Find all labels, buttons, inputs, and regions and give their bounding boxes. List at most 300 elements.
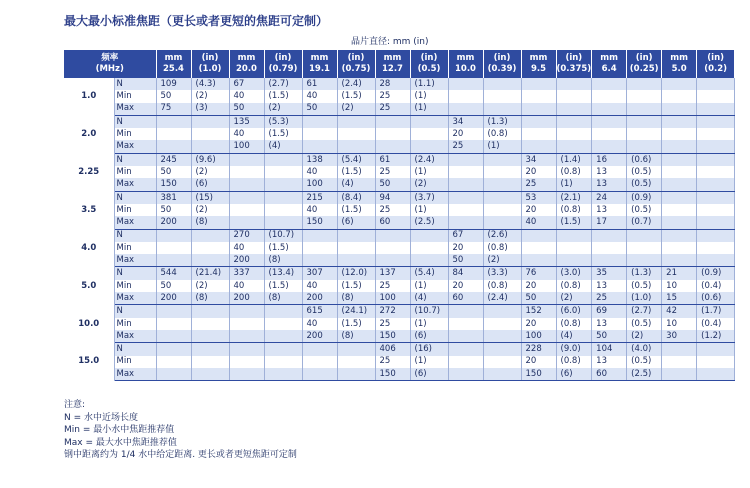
table-cell: 13 bbox=[592, 166, 627, 178]
table-cell: (5.3) bbox=[264, 115, 302, 128]
table-cell: (6) bbox=[337, 216, 375, 229]
table-cell: 34 bbox=[521, 153, 556, 166]
table-cell bbox=[302, 128, 337, 140]
frequency-cell: 15.0 bbox=[64, 343, 114, 381]
row-label: Min bbox=[114, 128, 156, 140]
table-cell: (1.5) bbox=[337, 166, 375, 178]
table-cell: 67 bbox=[448, 229, 483, 242]
table-cell bbox=[483, 343, 521, 356]
table-cell bbox=[448, 343, 483, 356]
table-cell: 40 bbox=[229, 90, 264, 102]
column-header bbox=[302, 50, 337, 78]
table-cell: 69 bbox=[592, 305, 627, 318]
table-cell: (0.8) bbox=[556, 280, 592, 292]
table-cell: 100 bbox=[375, 292, 410, 305]
table-cell bbox=[337, 128, 375, 140]
table-cell bbox=[191, 254, 229, 267]
table-cell bbox=[521, 140, 556, 153]
row-label: Min bbox=[114, 204, 156, 216]
table-cell bbox=[264, 368, 302, 381]
table-cell bbox=[264, 216, 302, 229]
page-title: 最大最小标准焦距（更长或者更短的焦距可定制） bbox=[64, 14, 329, 28]
table-cell: (6) bbox=[410, 330, 448, 343]
table-cell bbox=[592, 128, 627, 140]
table-cell: 94 bbox=[375, 191, 410, 204]
table-cell bbox=[556, 115, 592, 128]
table-cell: (2) bbox=[337, 103, 375, 116]
table-cell: (0.6) bbox=[697, 292, 735, 305]
column-header-unit: mm bbox=[237, 53, 256, 63]
table-cell: 60 bbox=[375, 216, 410, 229]
table-cell: (4.0) bbox=[627, 343, 662, 356]
table-cell: (6.0) bbox=[556, 305, 592, 318]
table-row bbox=[64, 254, 735, 267]
table-cell bbox=[521, 128, 556, 140]
table-cell: (0.9) bbox=[697, 267, 735, 280]
table-cell: 150 bbox=[375, 330, 410, 343]
table-cell: 307 bbox=[302, 267, 337, 280]
table-cell bbox=[337, 115, 375, 128]
table-cell bbox=[410, 254, 448, 267]
table-cell bbox=[229, 216, 264, 229]
table-cell bbox=[375, 229, 410, 242]
table-cell bbox=[662, 178, 697, 191]
table-cell bbox=[337, 140, 375, 153]
table-cell: 40 bbox=[229, 128, 264, 140]
table-cell bbox=[521, 78, 556, 90]
table-cell: 60 bbox=[448, 292, 483, 305]
table-cell: 25 bbox=[375, 280, 410, 292]
table-cell: (1) bbox=[410, 204, 448, 216]
table-cell bbox=[483, 153, 521, 166]
table-cell: 100 bbox=[302, 178, 337, 191]
table-cell: (3.0) bbox=[556, 267, 592, 280]
table-cell bbox=[448, 216, 483, 229]
column-header-unit: mm bbox=[383, 53, 402, 63]
table-row bbox=[64, 267, 735, 280]
table-cell: 135 bbox=[229, 115, 264, 128]
table-header-row bbox=[64, 50, 735, 78]
table-cell: (1.5) bbox=[337, 318, 375, 330]
table-cell bbox=[483, 330, 521, 343]
column-header-value: (0.25) bbox=[629, 64, 659, 74]
table-cell: 50 bbox=[156, 280, 191, 292]
column-header bbox=[156, 50, 191, 78]
row-label: N bbox=[114, 229, 156, 242]
table-row bbox=[64, 216, 735, 229]
table-cell: (2) bbox=[191, 166, 229, 178]
table-row bbox=[64, 356, 735, 368]
table-cell bbox=[697, 343, 735, 356]
table-cell: (0.6) bbox=[627, 153, 662, 166]
table-cell: 30 bbox=[662, 330, 697, 343]
column-header-value: 10.0 bbox=[455, 64, 476, 74]
table-cell: (2.7) bbox=[264, 78, 302, 90]
table-cell bbox=[302, 368, 337, 381]
table-cell: 50 bbox=[448, 254, 483, 267]
table-cell: 150 bbox=[302, 216, 337, 229]
table-cell: 544 bbox=[156, 267, 191, 280]
table-cell: (0.5) bbox=[627, 318, 662, 330]
column-header-value: (0.79) bbox=[268, 64, 298, 74]
table-cell: (0.4) bbox=[697, 318, 735, 330]
table-cell: (4) bbox=[556, 330, 592, 343]
table-cell bbox=[627, 103, 662, 116]
row-label: Min bbox=[114, 280, 156, 292]
table-cell: 20 bbox=[448, 242, 483, 254]
table-cell: 13 bbox=[592, 318, 627, 330]
table-row bbox=[64, 292, 735, 305]
table-cell: 337 bbox=[229, 267, 264, 280]
table-cell bbox=[627, 229, 662, 242]
table-cell bbox=[521, 229, 556, 242]
row-label: N bbox=[114, 191, 156, 204]
column-header bbox=[697, 50, 735, 78]
table-cell bbox=[191, 242, 229, 254]
table-cell: 50 bbox=[521, 292, 556, 305]
table-cell: (0.8) bbox=[556, 356, 592, 368]
table-cell: 25 bbox=[375, 318, 410, 330]
table-cell bbox=[627, 78, 662, 90]
table-cell bbox=[662, 242, 697, 254]
table-cell bbox=[264, 356, 302, 368]
table-cell: 20 bbox=[521, 166, 556, 178]
table-cell: 34 bbox=[448, 115, 483, 128]
column-header bbox=[521, 50, 556, 78]
table-cell: (24.1) bbox=[337, 305, 375, 318]
table-cell bbox=[191, 305, 229, 318]
table-cell bbox=[229, 330, 264, 343]
table-cell: (8) bbox=[191, 292, 229, 305]
table-cell: 40 bbox=[302, 204, 337, 216]
table-cell bbox=[483, 166, 521, 178]
table-cell: (0.8) bbox=[556, 166, 592, 178]
table-cell: (0.5) bbox=[627, 166, 662, 178]
table-cell: (1.5) bbox=[337, 204, 375, 216]
table-cell bbox=[156, 305, 191, 318]
table-cell: (10.7) bbox=[264, 229, 302, 242]
table-cell bbox=[662, 191, 697, 204]
table-cell: (1) bbox=[410, 356, 448, 368]
table-cell: (1.5) bbox=[264, 280, 302, 292]
table-cell bbox=[448, 191, 483, 204]
table-cell bbox=[662, 356, 697, 368]
frequency-cell: 1.0 bbox=[64, 78, 114, 115]
table-cell: 40 bbox=[521, 216, 556, 229]
table-cell bbox=[483, 216, 521, 229]
table-cell bbox=[302, 140, 337, 153]
table-cell: 60 bbox=[592, 368, 627, 381]
table-cell bbox=[592, 254, 627, 267]
table-cell bbox=[264, 330, 302, 343]
row-label: Max bbox=[114, 292, 156, 305]
table-row bbox=[64, 343, 735, 356]
row-label: Max bbox=[114, 140, 156, 153]
table-cell bbox=[697, 115, 735, 128]
table-cell: (0.4) bbox=[697, 280, 735, 292]
table-cell bbox=[592, 103, 627, 116]
table-row bbox=[64, 242, 735, 254]
table-cell: (2.6) bbox=[483, 229, 521, 242]
table-cell bbox=[483, 368, 521, 381]
table-cell bbox=[375, 242, 410, 254]
note-line: 注意: bbox=[64, 400, 86, 410]
table-row bbox=[64, 280, 735, 292]
table-cell bbox=[264, 318, 302, 330]
table-row bbox=[64, 178, 735, 191]
table-cell: 13 bbox=[592, 178, 627, 191]
table-cell bbox=[448, 166, 483, 178]
table-cell bbox=[556, 78, 592, 90]
table-cell: 25 bbox=[448, 140, 483, 153]
table-cell: (2.4) bbox=[483, 292, 521, 305]
table-cell bbox=[521, 115, 556, 128]
table-cell bbox=[264, 191, 302, 204]
table-cell: 150 bbox=[156, 178, 191, 191]
table-row bbox=[64, 128, 735, 140]
column-header-unit: 频率 bbox=[101, 53, 119, 63]
table-cell: (0.8) bbox=[483, 128, 521, 140]
frequency-header bbox=[64, 50, 156, 78]
table-cell bbox=[592, 242, 627, 254]
table-cell: 20 bbox=[521, 204, 556, 216]
table-cell bbox=[191, 318, 229, 330]
table-cell: (4.3) bbox=[191, 78, 229, 90]
table-cell: (1) bbox=[410, 318, 448, 330]
table-cell bbox=[483, 78, 521, 90]
table-cell bbox=[592, 140, 627, 153]
table-cell bbox=[156, 356, 191, 368]
table-cell bbox=[191, 343, 229, 356]
table-row bbox=[64, 229, 735, 242]
table-cell: 381 bbox=[156, 191, 191, 204]
table-cell: 109 bbox=[156, 78, 191, 90]
table-cell bbox=[483, 356, 521, 368]
table-cell: (0.5) bbox=[627, 356, 662, 368]
table-cell bbox=[229, 305, 264, 318]
table-cell bbox=[229, 153, 264, 166]
table-cell bbox=[410, 128, 448, 140]
table-cell bbox=[448, 356, 483, 368]
table-cell: (0.8) bbox=[483, 242, 521, 254]
table-cell: 25 bbox=[375, 90, 410, 102]
note-line: 钢中距离约为 1/4 水中给定距离. 更长或者更短焦距可定制 bbox=[64, 450, 297, 460]
table-cell: (6) bbox=[556, 368, 592, 381]
table-cell: (16) bbox=[410, 343, 448, 356]
table-cell bbox=[627, 254, 662, 267]
table-cell bbox=[697, 140, 735, 153]
column-header-unit: mm bbox=[600, 53, 619, 63]
column-header-unit: mm bbox=[456, 53, 475, 63]
table-cell: (8) bbox=[191, 216, 229, 229]
frequency-cell: 2.0 bbox=[64, 115, 114, 153]
table-cell: 100 bbox=[229, 140, 264, 153]
table-cell: 50 bbox=[156, 204, 191, 216]
column-header-value: (0.375) bbox=[556, 64, 592, 74]
table-cell: 50 bbox=[156, 90, 191, 102]
focal-length-table bbox=[64, 50, 735, 381]
table-row bbox=[64, 166, 735, 178]
table-cell: 17 bbox=[592, 216, 627, 229]
table-cell: 137 bbox=[375, 267, 410, 280]
column-header-unit: (in) bbox=[420, 53, 438, 63]
column-header-value: (0.75) bbox=[341, 64, 371, 74]
column-header-unit: (in) bbox=[201, 53, 219, 63]
table-cell bbox=[229, 368, 264, 381]
frequency-cell: 10.0 bbox=[64, 305, 114, 343]
table-cell bbox=[483, 90, 521, 102]
table-cell bbox=[448, 368, 483, 381]
table-cell bbox=[592, 229, 627, 242]
column-header-unit: mm bbox=[310, 53, 329, 63]
row-label: N bbox=[114, 115, 156, 128]
table-cell: 50 bbox=[375, 178, 410, 191]
table-row bbox=[64, 305, 735, 318]
table-cell bbox=[264, 343, 302, 356]
table-cell: (2) bbox=[191, 90, 229, 102]
table-cell bbox=[264, 204, 302, 216]
column-header-value: 20.0 bbox=[236, 64, 257, 74]
table-cell: 10 bbox=[662, 318, 697, 330]
table-cell: (2.4) bbox=[337, 78, 375, 90]
table-cell bbox=[697, 368, 735, 381]
table-cell: (12.0) bbox=[337, 267, 375, 280]
table-cell bbox=[556, 254, 592, 267]
table-cell bbox=[229, 191, 264, 204]
table-cell bbox=[375, 140, 410, 153]
table-cell: (8) bbox=[337, 292, 375, 305]
table-cell: 42 bbox=[662, 305, 697, 318]
column-header bbox=[410, 50, 448, 78]
table-cell: 10 bbox=[662, 280, 697, 292]
table-cell: 25 bbox=[375, 166, 410, 178]
table-cell: (4) bbox=[264, 140, 302, 153]
table-cell: (4) bbox=[337, 178, 375, 191]
table-cell: (1.0) bbox=[627, 292, 662, 305]
table-cell bbox=[156, 330, 191, 343]
table-cell: 61 bbox=[302, 78, 337, 90]
row-label: N bbox=[114, 267, 156, 280]
table-cell bbox=[521, 103, 556, 116]
table-cell: (2) bbox=[410, 178, 448, 191]
table-cell: 25 bbox=[521, 178, 556, 191]
table-cell bbox=[556, 128, 592, 140]
column-header bbox=[448, 50, 483, 78]
table-cell: 406 bbox=[375, 343, 410, 356]
table-cell: 200 bbox=[156, 216, 191, 229]
table-cell: (2) bbox=[627, 330, 662, 343]
table-cell bbox=[156, 140, 191, 153]
row-label: N bbox=[114, 343, 156, 356]
table-cell: 228 bbox=[521, 343, 556, 356]
table-cell: (0.8) bbox=[483, 280, 521, 292]
table-cell: 40 bbox=[302, 318, 337, 330]
table-row bbox=[64, 103, 735, 116]
table-cell bbox=[627, 128, 662, 140]
table-cell bbox=[662, 204, 697, 216]
table-cell bbox=[448, 78, 483, 90]
table-cell bbox=[410, 242, 448, 254]
table-cell bbox=[337, 356, 375, 368]
column-header bbox=[627, 50, 662, 78]
table-cell bbox=[697, 204, 735, 216]
column-header-unit: mm bbox=[164, 53, 183, 63]
table-cell: 13 bbox=[592, 356, 627, 368]
table-cell bbox=[375, 128, 410, 140]
table-cell: 24 bbox=[592, 191, 627, 204]
table-cell bbox=[592, 90, 627, 102]
table-cell: (6) bbox=[191, 178, 229, 191]
column-header-value: (0.39) bbox=[487, 64, 517, 74]
table-cell bbox=[662, 166, 697, 178]
table-cell: 67 bbox=[229, 78, 264, 90]
row-label: Min bbox=[114, 242, 156, 254]
row-label: N bbox=[114, 153, 156, 166]
table-cell bbox=[627, 242, 662, 254]
table-cell bbox=[448, 90, 483, 102]
table-cell bbox=[627, 115, 662, 128]
table-cell: 20 bbox=[521, 356, 556, 368]
table-cell: 270 bbox=[229, 229, 264, 242]
table-cell bbox=[191, 330, 229, 343]
table-cell: (1.5) bbox=[264, 242, 302, 254]
note-line: Min = 最小水中焦距推荐值 bbox=[64, 425, 175, 435]
table-cell: 200 bbox=[302, 292, 337, 305]
table-cell bbox=[375, 115, 410, 128]
table-row bbox=[64, 191, 735, 204]
table-cell: (2.5) bbox=[410, 216, 448, 229]
table-cell bbox=[521, 242, 556, 254]
table-cell: (21.4) bbox=[191, 267, 229, 280]
table-cell: 20 bbox=[448, 280, 483, 292]
notes bbox=[64, 399, 297, 462]
column-header bbox=[264, 50, 302, 78]
table-cell bbox=[627, 90, 662, 102]
table-cell bbox=[556, 90, 592, 102]
table-cell: (2.1) bbox=[556, 191, 592, 204]
table-cell: 150 bbox=[521, 368, 556, 381]
table-cell bbox=[448, 103, 483, 116]
table-cell: (6) bbox=[410, 368, 448, 381]
table-cell: (1.5) bbox=[337, 280, 375, 292]
table-cell bbox=[448, 305, 483, 318]
table-cell: (2.7) bbox=[627, 305, 662, 318]
row-label: Max bbox=[114, 368, 156, 381]
table-cell bbox=[483, 178, 521, 191]
table-cell bbox=[697, 90, 735, 102]
table-cell bbox=[662, 78, 697, 90]
table-cell: 13 bbox=[592, 280, 627, 292]
table-cell bbox=[662, 128, 697, 140]
table-cell bbox=[697, 128, 735, 140]
table-cell bbox=[229, 178, 264, 191]
table-cell bbox=[302, 242, 337, 254]
table-cell bbox=[556, 140, 592, 153]
table-cell bbox=[483, 318, 521, 330]
table-cell bbox=[662, 216, 697, 229]
table-cell: (9.0) bbox=[556, 343, 592, 356]
table-cell: 200 bbox=[229, 254, 264, 267]
table-cell bbox=[156, 115, 191, 128]
table-cell: 40 bbox=[229, 242, 264, 254]
column-header-value: 5.0 bbox=[671, 64, 687, 74]
table-cell bbox=[337, 229, 375, 242]
table-cell bbox=[662, 254, 697, 267]
column-header bbox=[191, 50, 229, 78]
table-cell: 75 bbox=[156, 103, 191, 116]
table-row bbox=[64, 330, 735, 343]
table-cell: (2.5) bbox=[627, 368, 662, 381]
